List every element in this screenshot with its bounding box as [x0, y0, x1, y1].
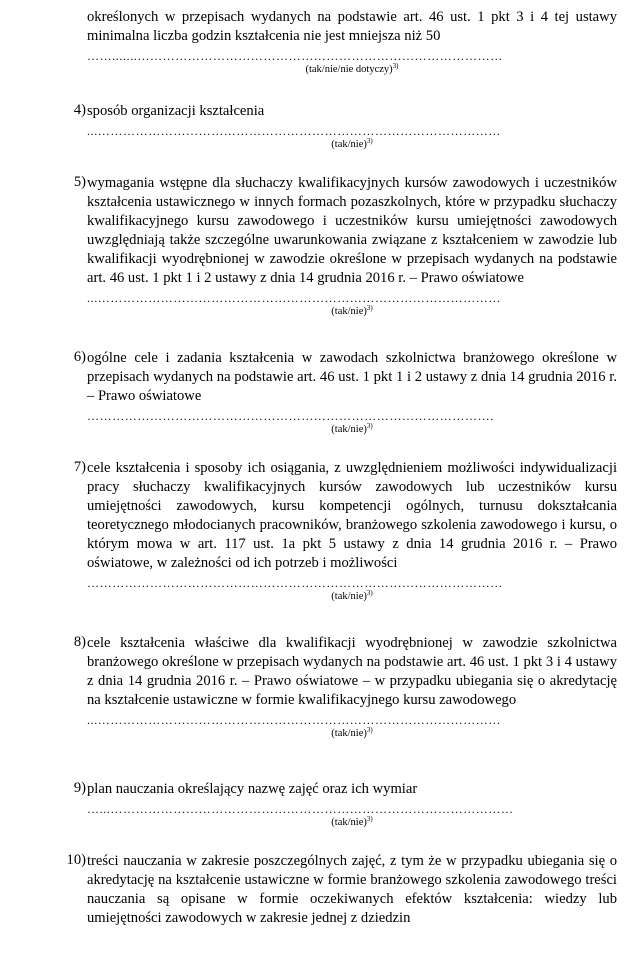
- fill-in-dotted-line[interactable]: …………………………………………………………………………………….: [87, 409, 494, 423]
- item-text: treści nauczania w zakresie poszczególnych zajęć, z tym że w przypadku ubiegania się o akredytację na kształcenie ustawiczne w formie branżowego szkolenia zawodowego treści nauczania są opisane w formie oczekiwanych efektów kształcenia: wiedzy lub umiejętności zawodowych w zakresie jednej z dziedzin: [87, 853, 617, 926]
- answer-caption: $(tak/nie)^{3)}$: [331, 137, 373, 150]
- answer-caption: (tak/nie/nie dotyczy)$^{3)}$: [305, 62, 399, 75]
- item-text: cele kształcenia właściwe dla kwalifikacji wyodrębnionej w zawodzie szkolnictwa branżowego określone w przepisach wydanych na podstawie art. 46 ust. 1 pkt 3 i 4 ustawy z dnia 14 grudnia 2016 r. – Prawo oświatowe – w przypadku ubiegania się o akredytację na kształcenie ustawiczne w formie kwalifikacyjnego kursu zawodowego: [87, 635, 617, 708]
- item-text: plan nauczania określający nazwę zajęć oraz ich wymiar: [87, 781, 418, 797]
- item-text: sposób organizacji kształcenia: [87, 103, 265, 119]
- list-item-10: [50, 852, 617, 928]
- item-number: 7): [73, 459, 86, 475]
- item-number: 9): [73, 780, 86, 796]
- answer-caption: $(tak/nie)^{3)}$: [331, 589, 373, 602]
- list-item-4: [50, 102, 617, 151]
- list-item-8: [50, 634, 617, 740]
- continued-paragraph: [87, 8, 617, 76]
- footnote-ref: 3): [366, 589, 373, 597]
- footnote-ref: 3): [366, 815, 373, 823]
- fill-in-dotted-line[interactable]: …….......……………………………………………………………………………: [87, 49, 503, 63]
- footnote-ref: 3): [366, 422, 373, 430]
- fill-in-dotted-line[interactable]: ...……………………………………………………………………………………: [87, 124, 501, 138]
- footnote-ref: 3): [366, 137, 373, 145]
- answer-caption: $(tak/nie)^{3)}$: [331, 726, 373, 739]
- fill-in-dotted-line[interactable]: …...……………………………………………………………………………………: [87, 802, 514, 816]
- item-number: 10): [66, 852, 86, 868]
- item-number: 8): [73, 634, 86, 650]
- footnote-ref: 3): [366, 304, 373, 312]
- fill-in-dotted-line[interactable]: ...……………………………………………………………………………………: [87, 713, 501, 727]
- answer-caption: $(tak/nie)^{3)}$: [331, 304, 373, 317]
- fill-in-dotted-line[interactable]: ………………………………………………………………………………………: [87, 576, 503, 590]
- item-number: 4): [73, 102, 86, 118]
- list-item-7: [50, 459, 617, 603]
- list-item-5: [50, 174, 617, 318]
- item-text: cele kształcenia i sposoby ich osiągania, z uwzględnieniem możliwości indywidualizacji pracy słuchaczy kwalifikacyjnych kursów zawodowych lub uczestników kursu umiejętności zawodowych, kursu kompetencji ogólnych, turnusu dokształcania teoretycznego młodocianych pracowników, branżowego szkolenia zawodowego i kursu, o którym mowa w art. 117 ust. 1a pkt 5 ustawy z dnia 14 grudnia 2016 r. – Prawo oświatowe, w zależności od ich potrzeb i możliwości: [87, 460, 617, 571]
- item-number: 5): [73, 174, 86, 190]
- list-item-9: [50, 780, 617, 829]
- fill-in-dotted-line[interactable]: ...……………………………………………………………………………………: [87, 291, 501, 305]
- footnote-ref: 3): [366, 726, 373, 734]
- item-text: wymagania wstępne dla słuchaczy kwalifikacyjnych kursów zawodowych i uczestników kształcenia ustawicznego w innych formach pozaszkolnych, które w przypadku słuchaczy kwalifikacyjnego kursu zawodowego i uczestników kursu umiejętności zawodowych uwzględniają także szczególne uwarunkowania związane z kształceniem w zawodzie lub kwalifikacji wyodrębnionej w zawodzie określone w przepisach wydanych na podstawie art. 46 ust. 1 pkt 1 i 2 ustawy z dnia 14 grudnia 2016 r. – Prawo oświatowe: [87, 175, 617, 286]
- footnote-ref: 3): [392, 62, 399, 70]
- paragraph-text: określonych w przepisach wydanych na podstawie art. 46 ust. 1 pkt 3 i 4 tej ustawy minimalna liczba godzin kształcenia nie jest mniejsza niż 50: [87, 9, 617, 44]
- item-text: ogólne cele i zadania kształcenia w zawodach szkolnictwa branżowego określone w przepisach wydanych na podstawie art. 46 ust. 1 pkt 1 i 2 ustawy z dnia 14 grudnia 2016 r. – Prawo oświatowe: [87, 350, 617, 404]
- answer-caption: $(tak/nie)^{3)}$: [331, 815, 373, 828]
- answer-caption: $(tak/nie)^{3)}$: [331, 422, 373, 435]
- list-item-6: [50, 349, 617, 436]
- item-number: 6): [73, 349, 86, 365]
